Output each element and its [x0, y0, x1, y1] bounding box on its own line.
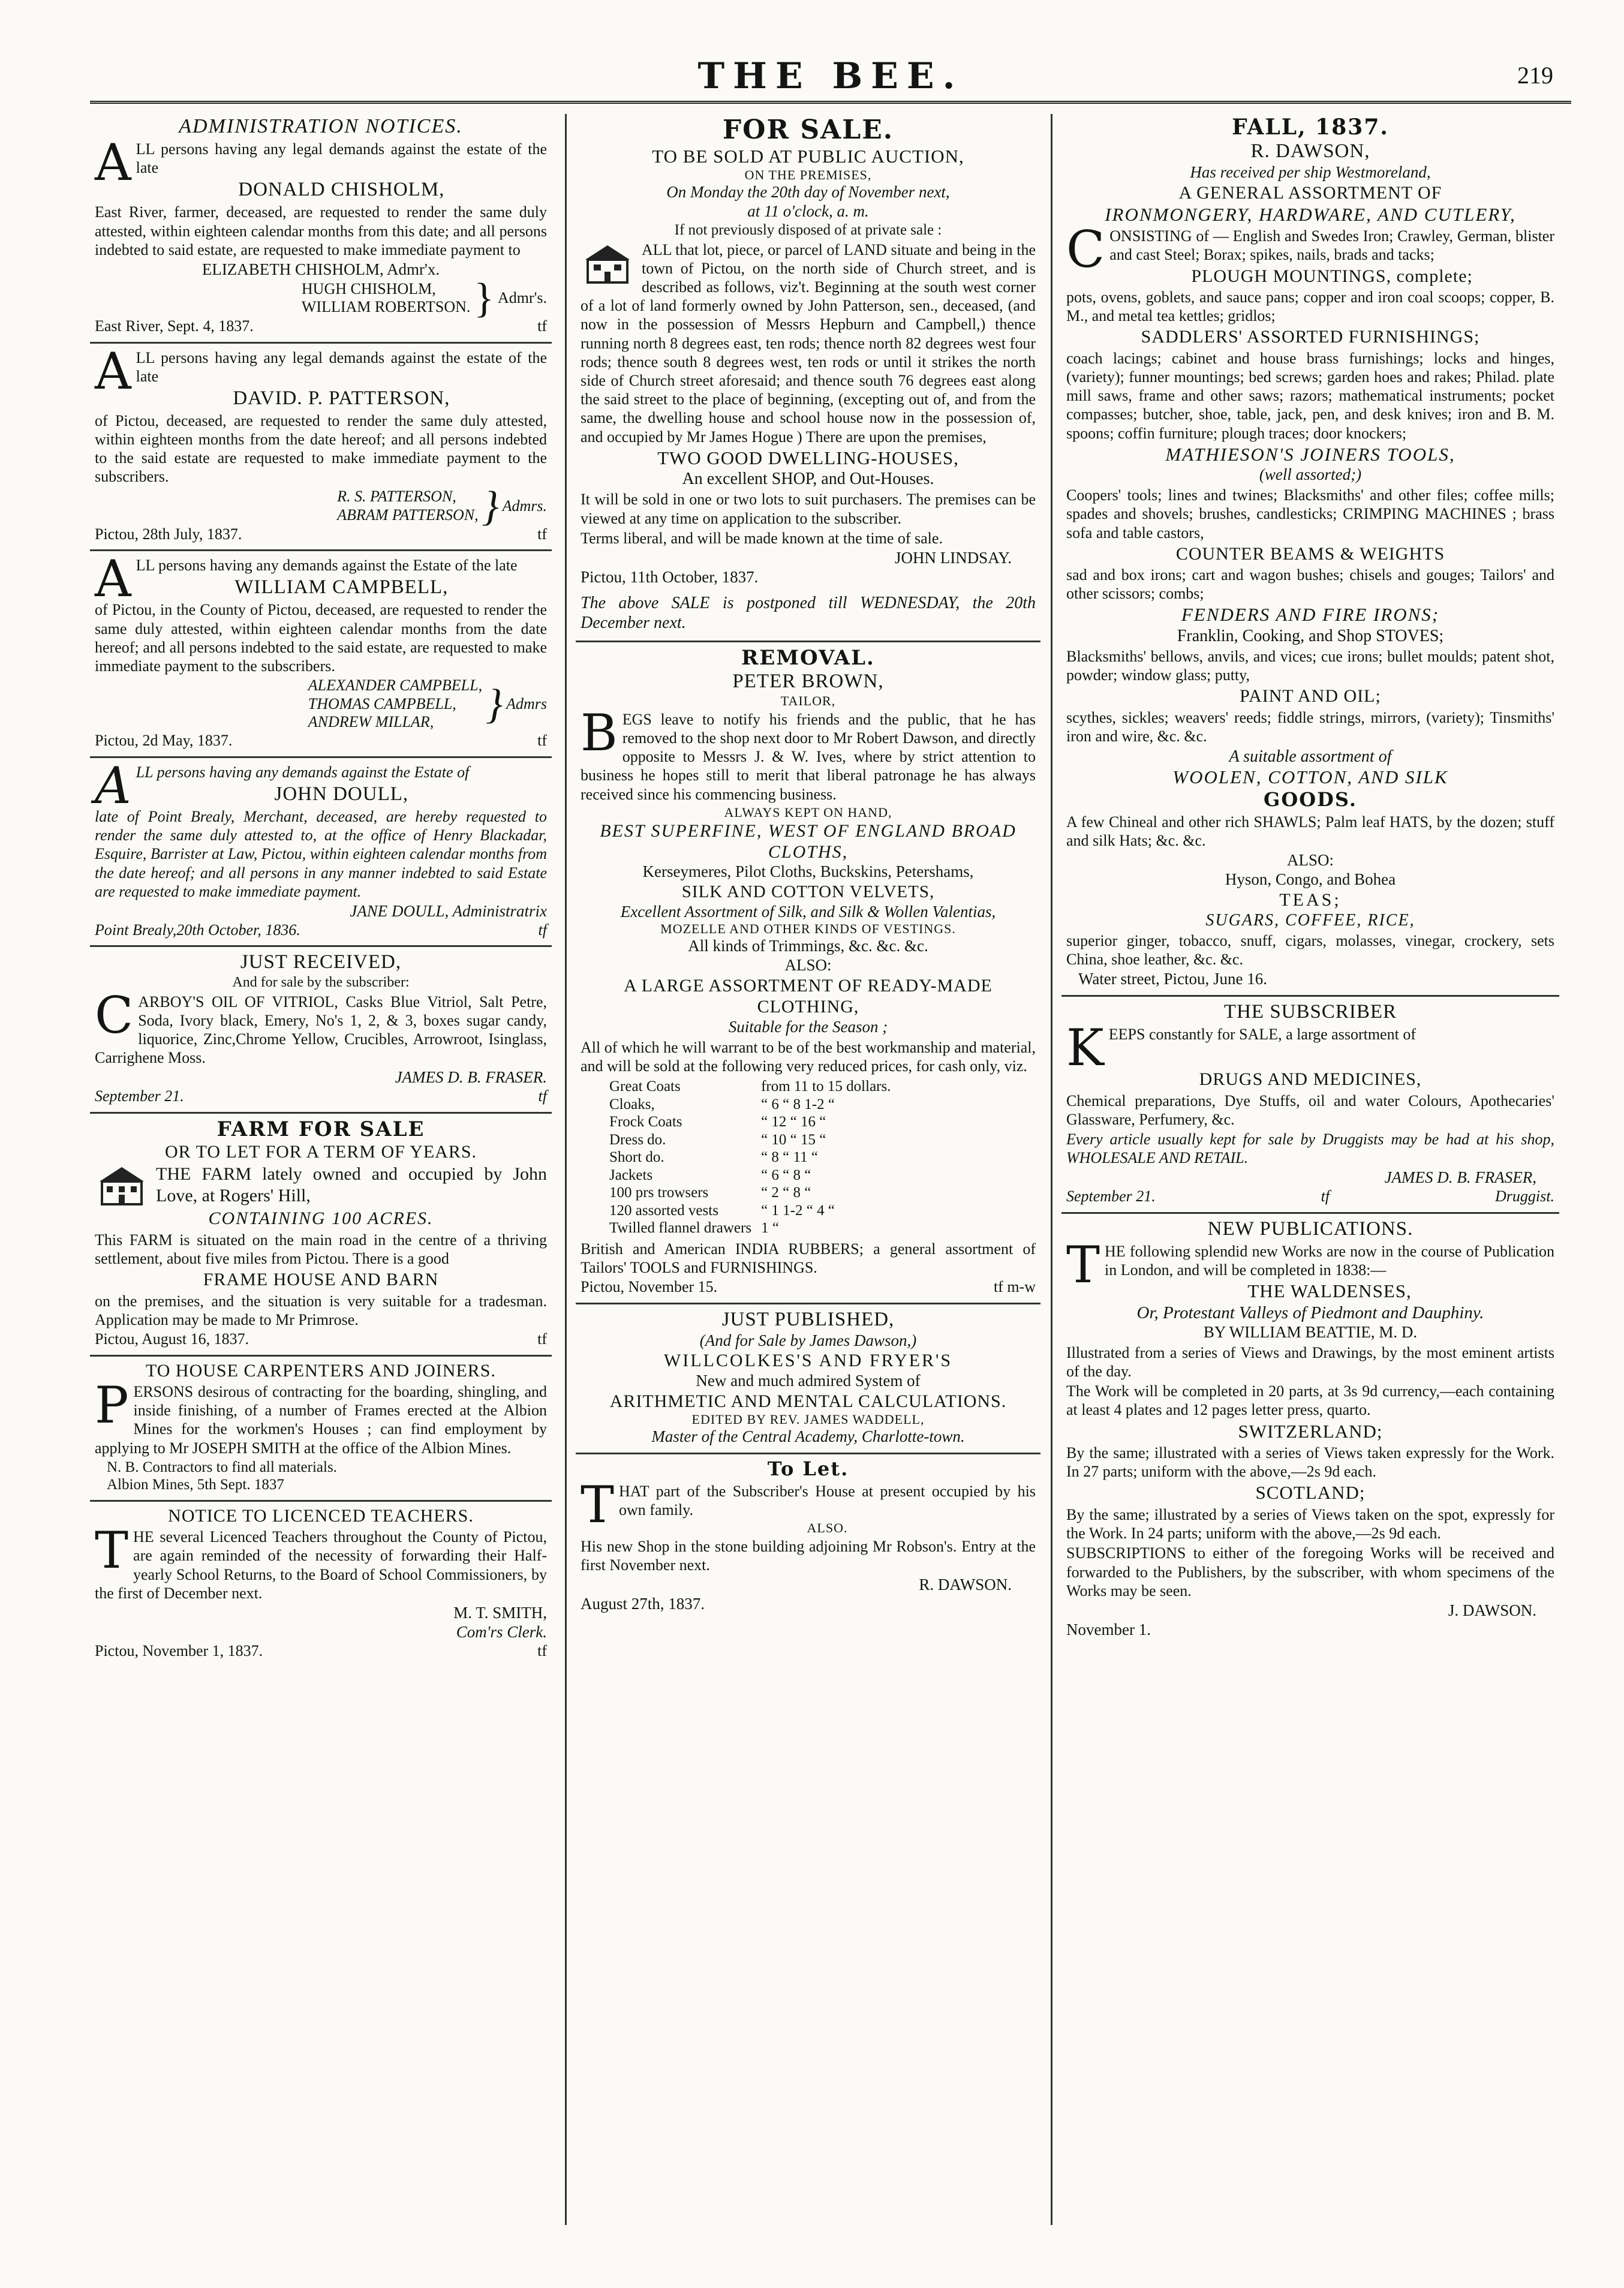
deceased-name: JOHN DOULL,: [274, 783, 409, 805]
drop-cap: A: [95, 133, 131, 193]
deceased-name: DONALD CHISHOLM,: [238, 179, 445, 201]
ad-heading: JUST RECEIVED,: [240, 951, 402, 973]
price-row: Short do. “ 8 “ 11 “: [609, 1149, 818, 1166]
admin-notice-patterson: ALL persons having any legal demands against the estate of the late DAVID. P. PATTERSON, of Pictou, deceased, are requested to render the same duly attested, within eighteen months from the date hereof; and all persons indebted to the said estate are requested to make immediate payment to the subscribers. R. S. PATTERSON, ABRAM PATTERSON, } Admrs. Pictou, 28th July, 1837. tf: [90, 342, 552, 550]
column-rule-2: [1051, 114, 1052, 2225]
price-row: Cloaks, “ 6 “ 8 1-2 “: [609, 1096, 835, 1113]
ad-heading: REMOVAL.: [741, 645, 875, 670]
admin-notice-doull: ALL persons having any demands against the Estate of JOHN DOULL, late of Point Brealy, Merchant, deceased, are hereby requested to render the same duly attested to, at the office of Henry Blackadar, Esquire, Barrister at Law, Pictou, within eighteen calendar months from the date hereof; and all persons in any manner indebted to said Estate are requested to make immediate payment. JANE DOULL, Administratrix Point Brealy,20th October, 1836. tf: [90, 756, 552, 946]
ad-heading: NEW PUBLICATIONS.: [1207, 1217, 1414, 1240]
ad-heading: THE SUBSCRIBER: [1223, 1001, 1397, 1023]
house-icon: [581, 243, 634, 285]
drop-cap: A: [95, 549, 131, 609]
ad-heading: FOR SALE.: [722, 115, 894, 145]
drop-cap: P: [95, 1376, 129, 1435]
ad-subscriber-drugs: THE SUBSCRIBER KEEPS constantly for SALE, a large assortment of DRUGS AND MEDICINES, Chemical preparations, Dye Stuffs, oil and water Colours, Apothecaries' Glassware, Perfumery, &c. Every article usually kept for sale by Druggists may be had at his shop, WHOLESALE AND RETAIL. JAMES D. B. FRASER, September 21. tf Druggist.: [1061, 995, 1559, 1211]
ad-heading: FALL, 1837.: [1232, 115, 1389, 140]
deceased-name: WILLIAM CAMPBELL,: [234, 576, 449, 599]
house-icon: [95, 1165, 149, 1207]
drop-cap: K: [1066, 1018, 1104, 1078]
admin-notice-campbell: ALL persons having any demands against the Estate of the late WILLIAM CAMPBELL, of Pictou, in the County of Pictou, deceased, are requested to render the same duly attested, within eighteen calendar months from the date hereof; and all persons indebted to the said estate, are requested to make immediate payment to the subscribers. ALEXANDER CAMPBELL, THOMAS CAMPBELL, ANDREW MILLAR, } Admrs Pictou, 2d May, 1837. tf: [90, 549, 552, 756]
column-1: [90, 111, 552, 2228]
drop-cap: A: [95, 756, 131, 815]
column-2: [576, 111, 1040, 2228]
ad-heading: NOTICE TO LICENCED TEACHERS.: [168, 1505, 474, 1526]
drop-cap: C: [95, 985, 134, 1045]
drop-cap: T: [581, 1475, 615, 1534]
ad-for-sale: FOR SALE. TO BE SOLD AT PUBLIC AUCTION, ON THE PREMISES, On Monday the 20th day of November next, at 11 o'clock, a. m. If not previously disposed of at private sale : ALL that lot, piece, or parcel of LAND situate and being in the town of Pictou, on the north side of Church street, and is described as follows, viz't. Beginning at the south west corner of a lot of land formerly owned by John Patterson, sen., deceased, (and now in the possession of Messrs Hepburn and Campbell,) thence running north 8 degrees east, ten rods; thence north 82 degrees west four rods; thence south 8 degrees west, ten rods or until it strikes the north side of Church street aforesaid; and thence south 76 degrees east along the said street to the place of beginning, (excepting out of, and from the same, the dwelling house and school house now in the possession of, and occupied by Mr James Hogue ) There are upon the premises, TWO GOOD DWELLING-HOUSES, An excellent SHOP, and Out-Houses. It will be sold in one or two lots to suit purchasers. The premises can be viewed at any time on application to the subscriber. Terms liberal, and will be made known at the time of sale. JOHN LINDSAY. Pictou, 11th October, 1837. The above SALE is postponed till WEDNESDAY, the 20th December next.: [581, 115, 1036, 633]
ad-heading: JUST PUBLISHED,: [721, 1308, 895, 1330]
column-rule-1: [565, 114, 567, 2225]
ad-carpenters: TO HOUSE CARPENTERS AND JOINERS. PERSONS desirous of contracting for the boarding, shingling, and inside finishing, of a number of Frames erected at the Albion Mines for the workmen's Houses ; can find employment by applying to Mr JOSEPH SMITH at the office of the Albion Mines. N. B. Contractors to find all materials. Albion Mines, 5th Sept. 1837: [90, 1355, 552, 1500]
price-list: [605, 1078, 895, 1237]
ad-new-publications: NEW PUBLICATIONS. THE following splendid new Works are now in the course of Publication in London, and will be completed in 1838:— THE WALDENSES, Or, Protestant Valleys of Piedmont and Dauphiny. BY WILLIAM BEATTIE, M. D. Illustrated from a series of Views and Drawings, by the most eminent artists of the day. The Work will be completed in 20 parts, at 3s 9d currency,—each containing at least 4 plates and 12 pages letter press, quarto. SWITZERLAND; By the same; illustrated with a series of Views taken expressly for the Work. In 27 parts; uniform with the above,—2s 9d each. SCOTLAND; By the same; illustrated by a series of Views taken on the spot, expressly for the Work. In 24 parts; uniform with the above,—2s 9d each. SUBSCRIPTIONS to either of the foregoing Works will be received and forwarded to the Publishers, by the subscriber, with whom specimens of the Works may be seen. J. DAWSON. November 1.: [1061, 1212, 1559, 1646]
ad-heading: TO HOUSE CARPENTERS AND JOINERS.: [145, 1360, 496, 1381]
ad-just-published: JUST PUBLISHED, (And for Sale by James Dawson,) WILLCOLKES'S AND FRYER'S New and much admired System of ARITHMETIC AND MENTAL CALCULATIONS. EDITED BY REV. JAMES WADDELL, Master of the Central Academy, Charlotte-town.: [576, 1303, 1040, 1453]
masthead: [90, 55, 1571, 103]
ad-fall-1837: FALL, 1837. R. DAWSON, Has received per ship Westmoreland, A GENERAL ASSORTMENT OF IRONMONGERY, HARDWARE, AND CUTLERY, CONSISTING of — English and Swedes Iron; Crawley, German, blister and cast Steel; Borax; spikes, nails, brads and tacks; PLOUGH MOUNTINGS, complete; pots, ovens, goblets, and sauce pans; copper and iron coal scoops; copper, B. M., and metal tea kettles; gridlos; SADDLERS' ASSORTED FURNISHINGS; coach lacings; cabinet and house brass furnishings; locks and hinges, (variety); funner mountings; bed screws; garden hoes and rakes; Philad. plate mill saws, frame and other saws; razors; mathematical instruments; pocket compasses; butcher, shoe, table, jack, pen, and desk knives; iron and B. M. spoons; coffin furniture; plough traces; door knockers; MATHIESON'S JOINERS TOOLS, (well assorted;) Coopers' tools; lines and twines; Blacksmiths' and other files; coffee mills; spades and shovels; brushes, candlesticks; CRIMPING MACHINES ; brass sofa and table castors, COUNTER BEAMS & WEIGHTS sad and box irons; cart and wagon bushes; chisels and gouges; Tailors' and other scissors; combs; FENDERS AND FIRE IRONS; Franklin, Cooking, and Shop STOVES; Blacksmiths' bellows, anvils, and vices; cue irons; bullet moulds; patent shot, powder; window glass; putty, PAINT AND OIL; scythes, sickles; weavers' reeds; fiddle strings, mirrors, (variety); Tinsmiths' iron and wire, &c. &c. A suitable assortment of WOOLEN, COTTON, AND SILK GOODS. A few Chineal and other rich SHAWLS; Palm leaf HATS, by the dozen; stuff and silk Hats; &c. &c. ALSO: Hyson, Congo, and Bohea TEAS; SUGARS, COFFEE, RICE, superior ginger, tobacco, snuff, cigars, molasses, vinegar, crockery, sets China, shoe leather, &c. &c. Water street, Pictou, June 16.: [1066, 115, 1554, 988]
price-row: 120 assorted vests “ 1 1-2 “ 4 “: [609, 1202, 835, 1219]
ad-just-received: JUST RECEIVED, And for sale by the subscriber: CARBOY'S OIL OF VITRIOL, Casks Blue Vitriol, Salt Petre, Soda, Ivory black, Emery, No's 1, 2, & 3, boxes sugar candy, liquorice, Zinc,Chrome Yellow, Crucibles, Arrowroot, Isinglass, Carrighene Moss. JAMES D. B. FRASER. September 21. tf: [90, 945, 552, 1112]
section-heading: ADMINISTRATION NOTICES.: [179, 115, 463, 137]
drop-cap: T: [95, 1521, 129, 1580]
price-row: Frock Coats “ 12 “ 16 “: [609, 1114, 826, 1131]
deceased-name: DAVID. P. PATTERSON,: [233, 387, 450, 409]
drop-cap: B: [581, 703, 618, 762]
drop-cap: A: [95, 341, 131, 401]
ad-farm-for-sale: FARM FOR SALE OR TO LET FOR A TERM OF YEARS. THE FARM lately owned and occupied by John Love, at Rogers' Hill, CONTAINING 100 ACRES. This FARM is situated on the main road in the centre of a thriving settlement, about five miles from Pictou. There is a good FRAME HOUSE AND BARN on the premises, and the situation is very suitable for a tradesman. Application may be made to Mr Primrose. Pictou, August 16, 1837. tf: [90, 1112, 552, 1355]
drop-cap: T: [1066, 1235, 1100, 1294]
price-row: Twilled flannel drawers 1 “: [609, 1220, 779, 1237]
ad-to-let: To Let. THAT part of the Subscriber's House at present occupied by his own family. ALSO. His new Shop in the stone building adjoining Mr Robson's. Entry at the first November next. R. DAWSON. August 27th, 1837.: [576, 1453, 1040, 1620]
masthead-rule: [90, 101, 1571, 104]
ad-removal: REMOVAL. PETER BROWN, TAILOR, BEGS leave to notify his friends and the public, that he has removed to the shop next door to Mr Robert Dawson, and directly opposite to Messrs J. & W. Ives, where by strict attention to business he hopes still to merit that liberal patronage he has always received since his commencing business. ALWAYS KEPT ON HAND, BEST SUPERFINE, WEST OF ENGLAND BROAD CLOTHS, Kerseymeres, Pilot Cloths, Buckskins, Petershams, SILK AND COTTON VELVETS, Excellent Assortment of Silk, and Silk & Wollen Valentias, MOZELLE AND OTHER KINDS OF VESTINGS. All kinds of Trimmings, &c. &c. &c. ALSO: A LARGE ASSORTMENT OF READY-MADE CLOTHING, Suitable for the Season ; All of which he will warrant to be of the best workmanship and material, and will be sold at the following very reduced prices, for cash only, viz. Great Coats from 11 to 15 dollars. Cloaks, “ 6 “ 8 1-2 “ Frock Coats “ 12 “ 16 “ Dress do. “ 10 “ 15 “ Short do. “ 8 “ 11 “ Jackets “ 6 “ 8 “ 100 prs trowsers “ 2 “ 8 “ 120 assorted vests “ 1 1-2 “ 4 “ Twilled flannel drawers 1 “ British and American INDIA RUBBERS; a general assortment of Tailors' TOOLS and FURNISHINGS. Pictou, November 15. tf m-w: [576, 641, 1040, 1303]
drop-cap: C: [1066, 220, 1105, 279]
newspaper-title: THE BEE.: [697, 55, 964, 97]
column-3: [1061, 111, 1559, 2228]
price-row: Dress do. “ 10 “ 15 “: [609, 1131, 826, 1148]
price-row: 100 prs trowsers “ 2 “ 8 “: [609, 1184, 811, 1201]
page-number: 219: [1517, 62, 1553, 89]
ad-heading: To Let.: [767, 1457, 849, 1480]
ad-heading: FARM FOR SALE: [216, 1117, 425, 1141]
price-row: Great Coats from 11 to 15 dollars.: [609, 1078, 891, 1095]
price-row: Jackets “ 6 “ 8 “: [609, 1166, 811, 1183]
admin-notice-chisholm: ADMINISTRATION NOTICES. ALL persons having any legal demands against the estate of the late DONALD CHISHOLM, East River, farmer, deceased, are requested to render the same duly attested, within eighteen calendar months from this date; and all persons indebted to said estate, are requested to make immediate payment to ELIZABETH CHISHOLM, Admr'x. HUGH CHISHOLM, WILLIAM ROBERTSON. } Admr's. East River, Sept. 4, 1837. tf: [95, 115, 547, 335]
ad-teachers: NOTICE TO LICENCED TEACHERS. THE several Licenced Teachers throughout the County of Pictou, are again reminded of the necessity of forwarding their Half-yearly School Returns, to the Board of School Commissioners, by the first of December next. M. T. SMITH, Com'rs Clerk. Pictou, November 1, 1837. tf: [90, 1500, 552, 1667]
